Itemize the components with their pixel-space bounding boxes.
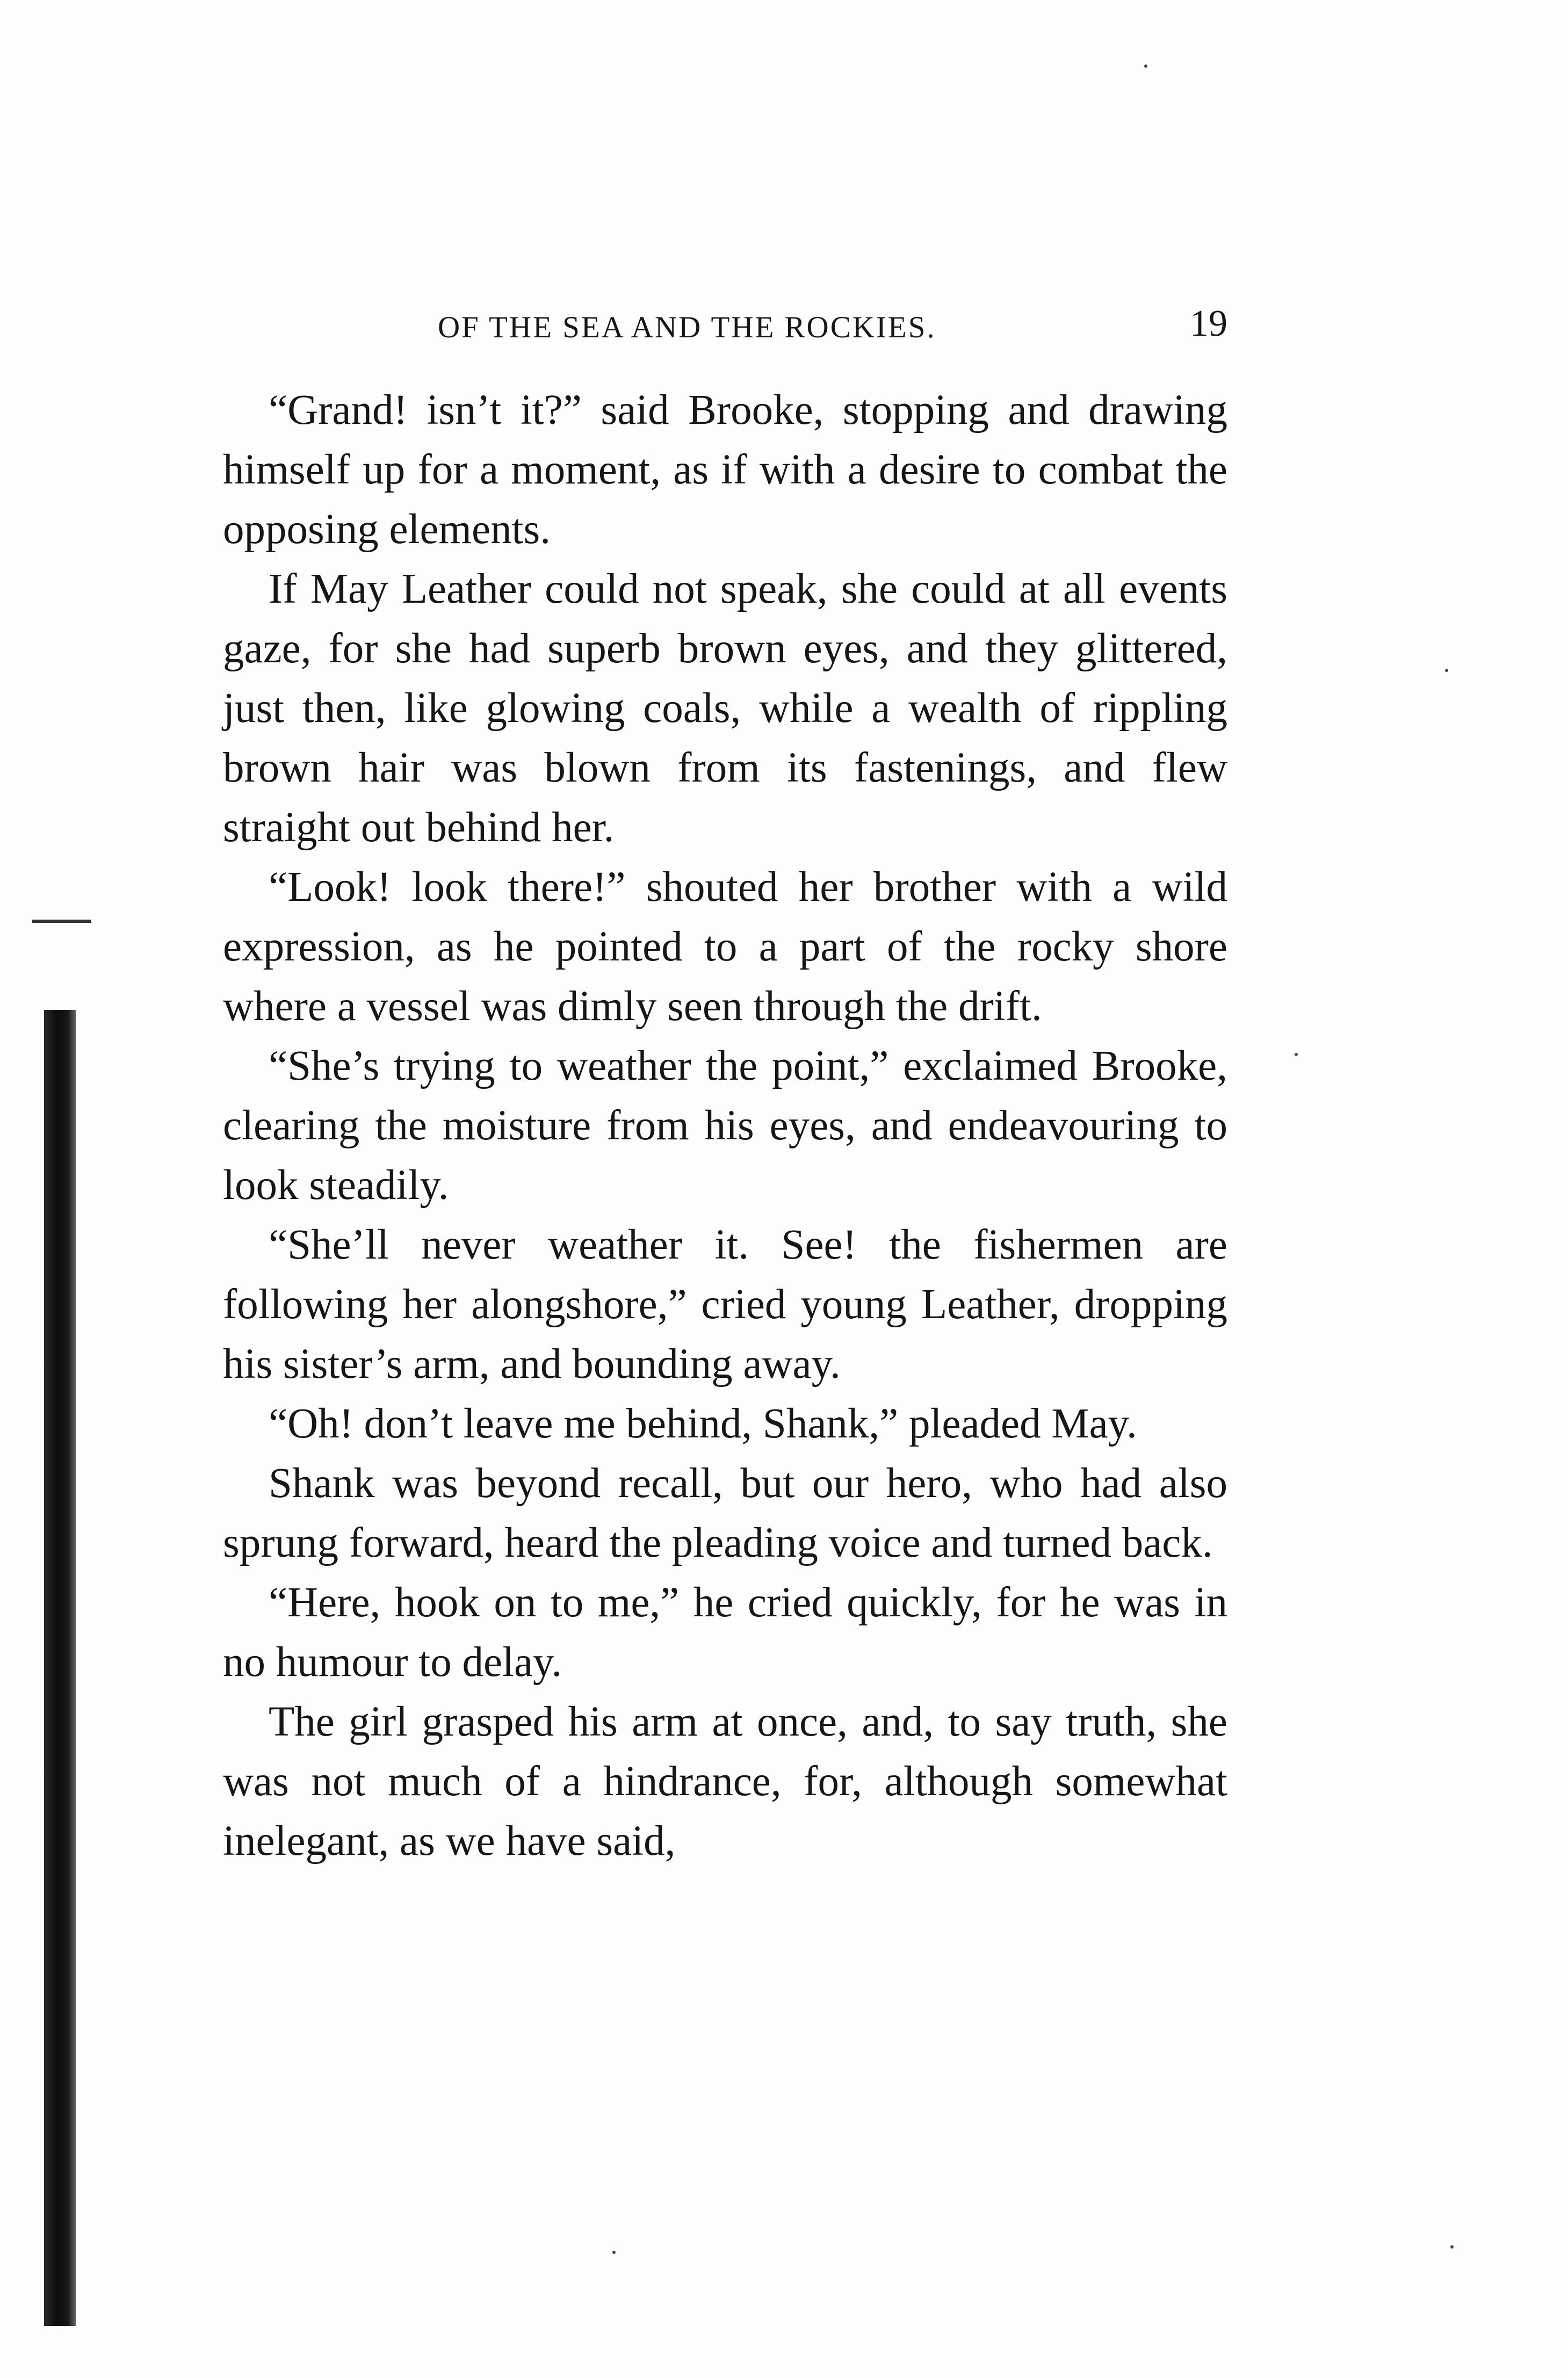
paragraph: “Look! look there!” shouted her brother with a wild expression, as he pointed to a part of the rocky shore where a vessel was dimly seen through the drift. [223,864,1227,1030]
page-binding-shadow [44,1010,76,2326]
running-head: OF THE SEA AND THE ROCKIES. [438,310,936,344]
page-number: 19 [1190,303,1227,344]
paragraph: “Here, hook on to me,” he cried quickly, for he was in no humour to delay. [223,1579,1227,1686]
paragraph: “Oh! don’t leave me behind, Shank,” pleaded May. [269,1400,1137,1447]
paper-speck [612,2251,616,2254]
paragraph: “Grand! isn’t it?” said Brooke, stopping and drawing himself up for a moment, as if with a desire to combat the opposing elements. [223,387,1227,553]
paper-speck [1295,1053,1298,1056]
body-text [223,380,1227,1871]
page-header [223,298,1227,346]
paragraph: The girl grasped his arm at once, and, to say truth, she was not much of a hindrance, for, although somewhat inelegant, as we have said, [223,1698,1227,1864]
paragraph: Shank was beyond recall, but our hero, who had also sprung forward, heard the pleading voice and turned back. [223,1460,1227,1566]
paper-speck [1445,669,1448,672]
paper-speck [1144,64,1147,68]
paragraph: “She’s trying to weather the point,” exclaimed Brooke, clearing the moisture from his eyes, and endeavouring to look steadily. [223,1043,1227,1209]
paper-speck [1450,2245,1454,2249]
margin-mark [32,920,91,923]
paragraph: If May Leather could not speak, she could at all events gaze, for she had superb brown eyes, and they glittered, just then, like glowing coals, while a wealth of rippling brown hair was blown from its fastenings, and flew straight out behind her. [223,566,1227,851]
paragraph: “She’ll never weather it. See! the fishermen are following her alongshore,” cried young Leather, dropping his sister’s arm, and bounding away. [223,1221,1227,1387]
